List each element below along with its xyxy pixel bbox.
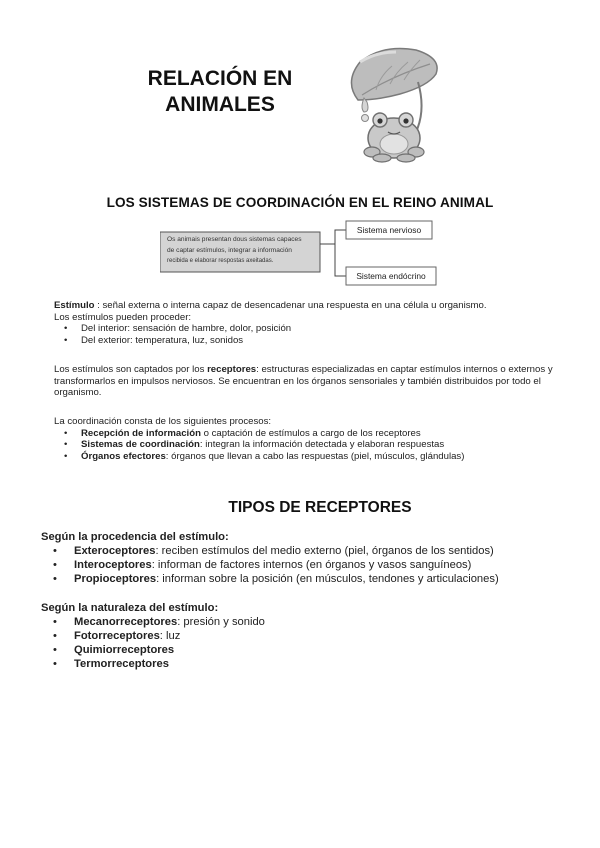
coordination-diagram — [160, 218, 450, 290]
title-line-2: ANIMALES — [165, 93, 275, 116]
list-item: • Del interior: sensación de hambre, dolor, posición — [54, 323, 554, 335]
list-item-term: Mecanorreceptores — [74, 616, 178, 628]
list-item-term: Órganos efectores — [81, 450, 166, 462]
list-item-text: : reciben estímulos del medio externo (piel, órganos de los sentidos) — [155, 545, 494, 557]
estimulo-intro: Los estímulos pueden proceder: — [54, 311, 192, 323]
procesos-intro: La coordinación consta de los siguientes procesos: — [54, 416, 272, 427]
procesos-section — [54, 416, 554, 462]
list-item-term: Fotorreceptores — [74, 630, 160, 642]
estimulo-term: Estímulo — [54, 300, 95, 311]
list-item — [41, 572, 581, 586]
coordination-heading: LOS SISTEMAS DE COORDINACIÓN EN EL REINO ANIMAL — [106, 195, 494, 210]
procesos-list — [54, 428, 554, 463]
estimulo-list — [54, 323, 554, 346]
list-item-text: : luz — [159, 630, 181, 642]
list-item-term: Termorreceptores — [74, 658, 169, 670]
list-item — [54, 439, 554, 451]
list-item: • Del exterior: temperatura, luz, sonidos — [54, 335, 554, 347]
sistema-endocrino-label: Sistema endócrino — [356, 271, 426, 281]
connector-bottom — [320, 244, 346, 276]
list-item — [54, 451, 554, 463]
connector-top — [320, 230, 346, 244]
list-item-text: o captación de estímulos a cargo de los receptores — [200, 427, 421, 439]
receptores-paragraph — [54, 364, 554, 399]
list-item-text: : presión y sonido — [177, 616, 265, 628]
diagram-text — [167, 235, 319, 267]
estimulo-section — [54, 300, 554, 346]
list-item-term: Propioceptores — [74, 573, 157, 585]
sistema-nervioso-label: Sistema nervioso — [356, 225, 422, 235]
diagram-text-line: Os animais presentan dous sistemas capaces — [167, 236, 302, 243]
naturaleza-section — [41, 601, 581, 671]
receptores-text: : estructuras especializadas en captar estímulos internos o externos y transformarlos en impulsos nerviosos. Se encuentran en los órganos sensoriales y también distribuidos por todo el organismo. — [54, 364, 553, 399]
list-item-term: Quimiorreceptores — [74, 644, 175, 656]
page-title — [130, 66, 310, 118]
procedencia-heading: Según la procedencia del estímulo: — [41, 531, 229, 543]
naturaleza-heading: Según la naturaleza del estímulo: — [41, 602, 219, 614]
list-item — [41, 629, 581, 643]
list-item — [54, 428, 554, 440]
list-item — [41, 643, 581, 657]
receptores-term: receptores — [207, 364, 257, 375]
frog-under-leaf-icon — [330, 40, 461, 171]
diagram-text-line: recibida e elaborar respostas axeitadas. — [167, 258, 274, 264]
list-item-text: : integran la información detectada y elaboran respuestas — [199, 439, 445, 451]
list-item — [41, 558, 581, 572]
list-item-term: Sistemas de coordinación — [81, 439, 200, 451]
list-item — [41, 615, 581, 629]
receptores-text: Los estímulos son captados por los — [54, 364, 208, 375]
estimulo-def: : señal externa o interna capaz de desencadenar una respuesta en una célula u organismo. — [94, 300, 487, 311]
naturaleza-list — [41, 615, 581, 671]
procedencia-section — [41, 530, 581, 586]
list-item — [41, 657, 581, 671]
procedencia-list — [41, 544, 581, 586]
list-item-text: : informan de factores internos (en órganos y vasos sanguíneos) — [151, 559, 472, 571]
list-item-term: Exteroceptores — [74, 545, 156, 557]
list-item-term: Interoceptores — [74, 559, 152, 571]
estimulo-definition — [54, 300, 554, 312]
list-item-text: : órganos que llevan a cabo las respuestas (piel, músculos, glándulas) — [165, 450, 465, 462]
diagram-text-line: de captar estímulos, integrar a información — [167, 246, 292, 254]
list-item-term: Recepción de información — [81, 427, 201, 439]
title-line-1: RELACIÓN EN — [147, 67, 293, 90]
list-item — [41, 544, 581, 558]
tipos-heading: TIPOS DE RECEPTORES — [228, 499, 412, 516]
list-item-text: : informan sobre la posición (en músculos, tendones y articulaciones) — [156, 573, 499, 585]
